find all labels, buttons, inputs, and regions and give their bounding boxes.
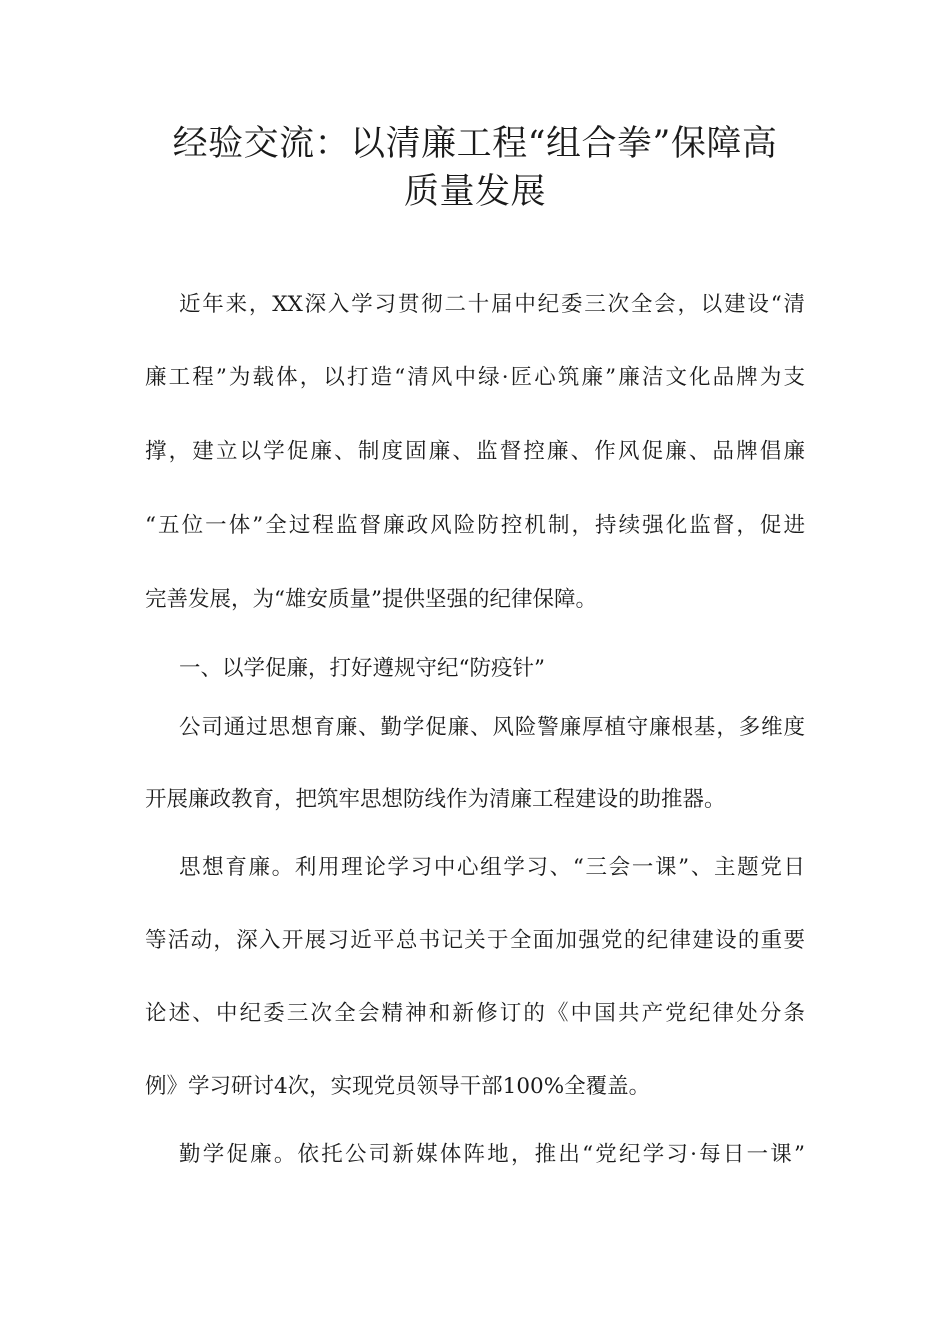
- document-title-line-1: 经验交流：以清廉工程“组合拳”保障高: [172, 124, 778, 164]
- paragraph-section1-intro-line: 公司通过思想育廉、勤学促廉、风险警廉厚植守廉根基，多维度: [179, 715, 805, 740]
- paragraph-intro-line: 近年来，XX深入学习贯彻二十届中纪委三次全会，以建设“清: [179, 292, 805, 317]
- paragraph-intro-line: 廉工程”为载体，以打造“清风中绿·匠心筑廉”廉洁文化品牌为支: [145, 365, 805, 390]
- paragraph-study-line: 勤学促廉。依托公司新媒体阵地，推出“党纪学习·每日一课”: [179, 1142, 805, 1167]
- paragraph-thought-line: 论述、中纪委三次全会精神和新修订的《中国共产党纪律处分条: [145, 1001, 805, 1026]
- paragraph-section1-intro-line: 开展廉政教育，把筑牢思想防线作为清廉工程建设的助推器。: [145, 787, 726, 812]
- paragraph-thought-line: 思想育廉。利用理论学习中心组学习、“三会一课”、主题党日: [179, 855, 805, 880]
- paragraph-thought-line: 等活动，深入开展习近平总书记关于全面加强党的纪律建设的重要: [145, 928, 805, 953]
- paragraph-intro-line: “五位一体”全过程监督廉政风险防控机制，持续强化监督，促进: [145, 513, 805, 538]
- paragraph-intro-line: 撑，建立以学促廉、制度固廉、监督控廉、作风促廉、品牌倡廉: [145, 439, 805, 464]
- section-heading-1: 一、以学促廉，打好遵规守纪“防疫针”: [179, 656, 545, 681]
- paragraph-thought-line: 例》学习研讨4次，实现党员领导干部100%全覆盖。: [145, 1074, 651, 1099]
- paragraph-intro-line: 完善发展，为“雄安质量”提供坚强的纪律保障。: [145, 587, 597, 612]
- document-title-line-2: 质量发展: [403, 172, 546, 212]
